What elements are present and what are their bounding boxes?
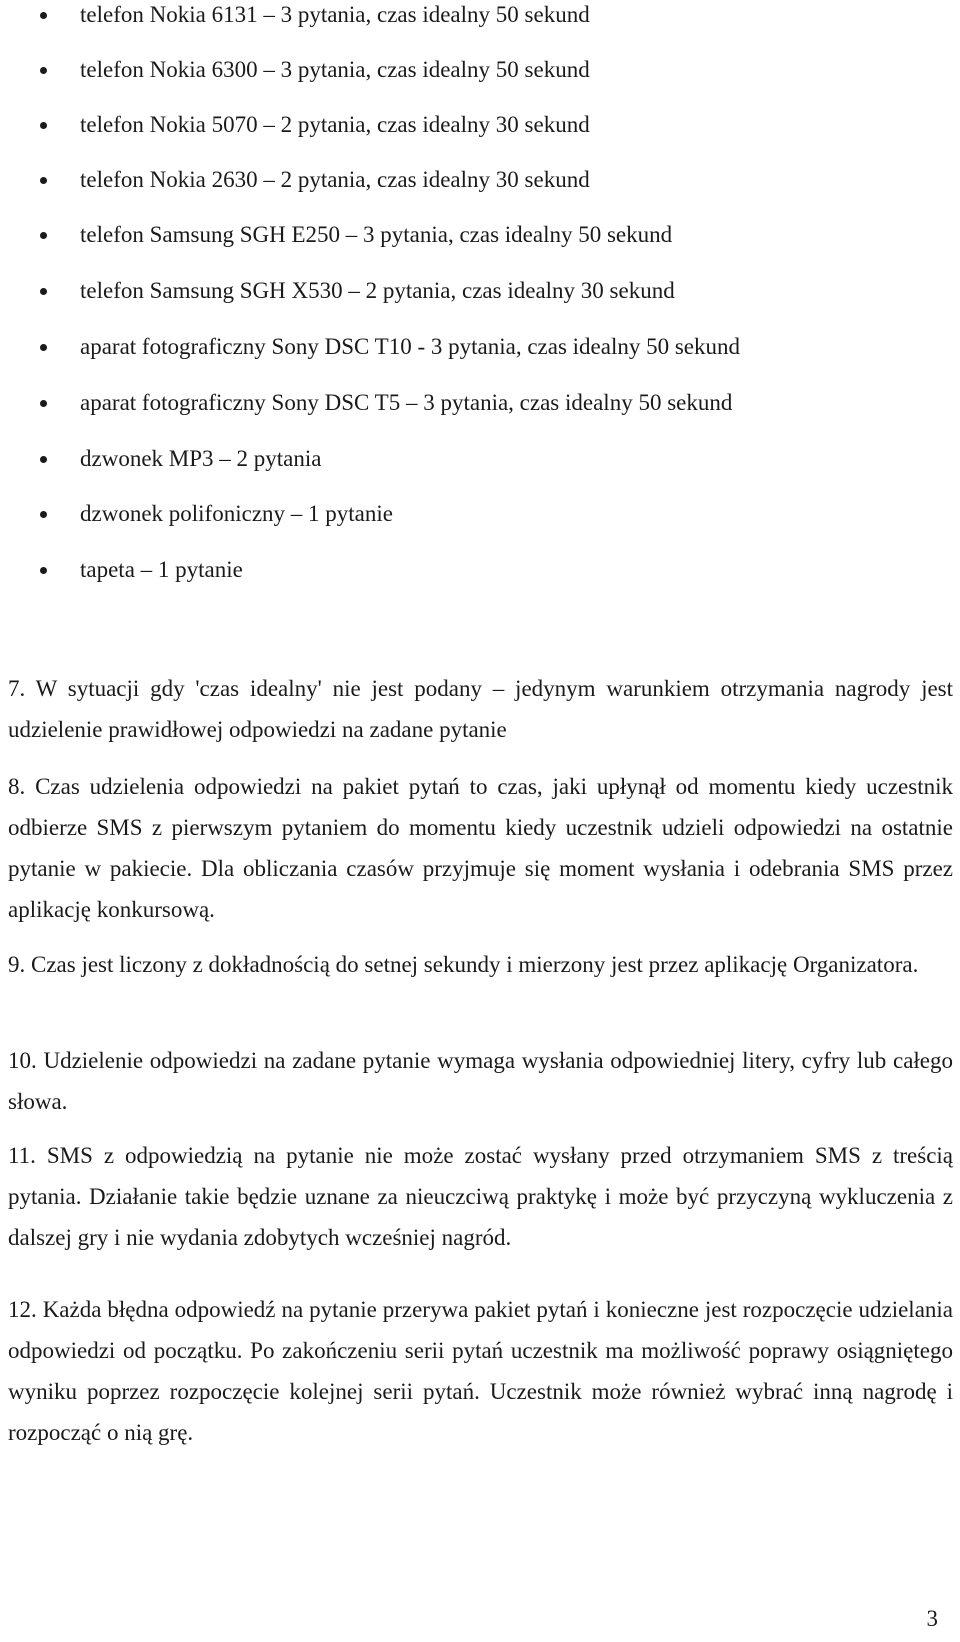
list-item: telefon Samsung SGH E250 – 3 pytania, czas idealny 50 sekund (80, 220, 672, 250)
list-item: telefon Nokia 6131 – 3 pytania, czas idealny 50 sekund (80, 0, 590, 30)
rule-paragraph-9: 9. Czas jest liczony z dokładnością do setnej sekundy i mierzony jest przez aplikację Organizatora. (8, 952, 919, 977)
bullet-icon (40, 177, 47, 184)
bullet-icon (40, 511, 47, 518)
rule-paragraph-7: 7. W sytuacji gdy 'czas idealny' nie jest podany – jedynym warunkiem otrzymania nagrody jest udzielenie prawidłowej odpowiedzi na zadane pytanie (8, 676, 954, 742)
list-item: aparat fotograficzny Sony DSC T5 – 3 pytania, czas idealny 50 sekund (80, 388, 732, 418)
list-item: telefon Nokia 2630 – 2 pytania, czas idealny 30 sekund (80, 165, 590, 195)
bullet-icon (40, 400, 47, 407)
list-item: dzwonek MP3 – 2 pytania (80, 444, 321, 474)
rule-paragraph-10: 10. Udzielenie odpowiedzi na zadane pytanie wymaga wysłania odpowiedniej litery, cyfry lub całego słowa. (8, 1048, 954, 1114)
bullet-icon (40, 288, 47, 295)
bullet-icon (40, 456, 47, 463)
rule-paragraph-12: 12. Każda błędna odpowiedź na pytanie przerywa pakiet pytań i konieczne jest rozpoczęcie udzielania odpowiedzi od początku. Po zakończeniu serii pytań uczestnik ma możliwość poprawy osiągniętego wyniku poprzez rozpoczęcie kolejnej serii pytań. Uczestnik może również wybrać inną nagrodę i rozpocząć o nią grę. (8, 1297, 953, 1445)
bullet-icon (40, 567, 47, 574)
list-item: telefon Nokia 5070 – 2 pytania, czas idealny 30 sekund (80, 110, 590, 140)
page-number: 3 (926, 1606, 938, 1631)
bullet-icon (40, 122, 47, 129)
list-item: tapeta – 1 pytanie (80, 555, 243, 585)
bullet-icon (40, 12, 47, 19)
bullet-icon (40, 232, 47, 239)
bullet-icon (40, 344, 47, 351)
list-item: dzwonek polifoniczny – 1 pytanie (80, 499, 393, 529)
bullet-icon (40, 67, 47, 74)
list-item: telefon Samsung SGH X530 – 2 pytania, czas idealny 30 sekund (80, 276, 675, 306)
list-item: telefon Nokia 6300 – 3 pytania, czas idealny 50 sekund (80, 55, 590, 85)
rule-paragraph-11: 11. SMS z odpowiedzią na pytanie nie może zostać wysłany przed otrzymaniem SMS z treścią pytania. Działanie takie będzie uznane za nieuczciwą praktykę i może być przyczyną wykluczenia z dalszej gry i nie wydania zdobytych wcześniej nagród. (8, 1143, 954, 1250)
list-item: aparat fotograficzny Sony DSC T10 - 3 pytania, czas idealny 50 sekund (80, 332, 740, 362)
rule-paragraph-8: 8. Czas udzielenia odpowiedzi na pakiet pytań to czas, jaki upłynął od momentu kiedy uczestnik odbierze SMS z pierwszym pytaniem do momentu kiedy uczestnik udzieli odpowiedzi na ostatnie pytanie w pakiecie. Dla obliczania czasów przyjmuje się moment wysłania i odebrania SMS przez aplikację konkursową. (8, 774, 953, 922)
